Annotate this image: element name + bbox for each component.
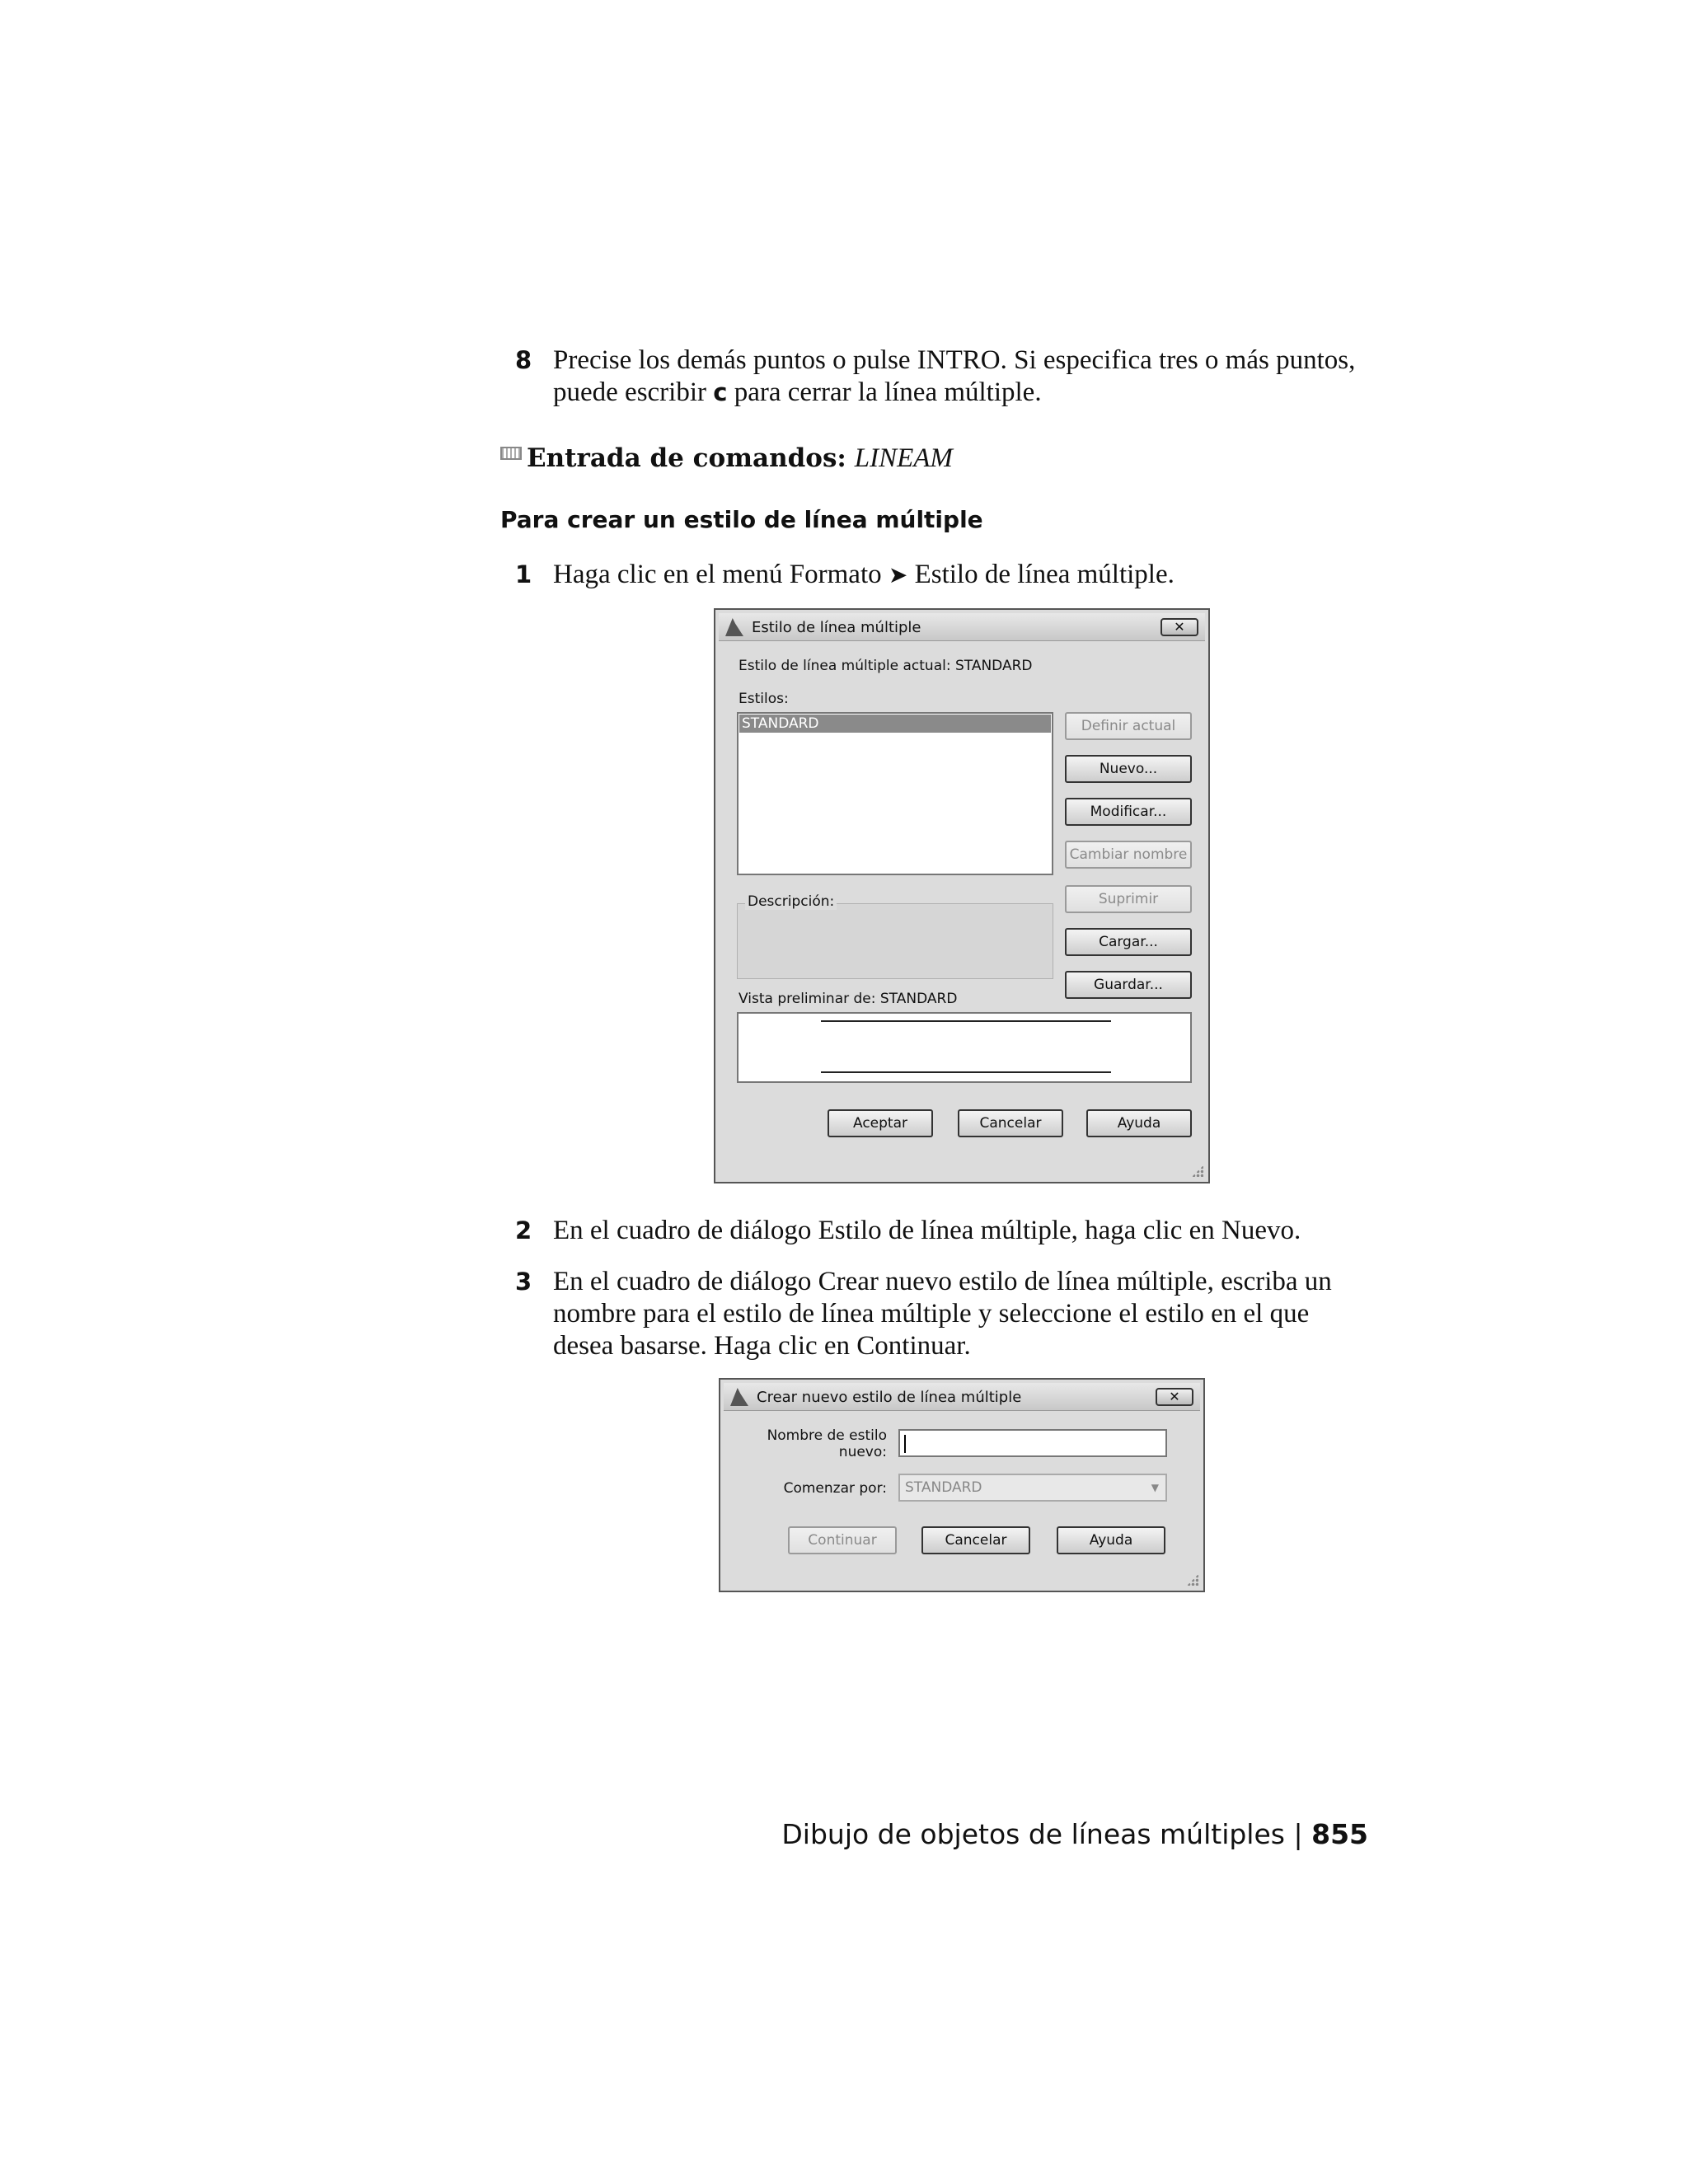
step-number: 3	[515, 1268, 532, 1296]
command-value: LINEAM	[854, 443, 953, 473]
mline-style-dialog	[714, 608, 1210, 1183]
step-1: 1 Haga clic en el menú Formato ➤ Estilo de línea múltiple.	[515, 560, 1175, 589]
set-current-button[interactable]: Definir actual	[1065, 712, 1192, 740]
step-3: 3 En el cuadro de diálogo Crear nuevo estilo de línea múltiple, escriba un nombre para el estilo de línea múltiple y seleccione el estilo en el que desea basarse. Haga clic en Continuar.	[515, 1267, 1332, 1361]
close-button[interactable]: ✕	[1160, 618, 1198, 636]
delete-button[interactable]: Suprimir	[1065, 885, 1192, 913]
styles-list-item[interactable]: STANDARD	[739, 715, 1051, 733]
start-with-select[interactable]: STANDARD ▼	[898, 1474, 1167, 1502]
styles-list[interactable]	[737, 712, 1053, 875]
current-style-label: Estilo de línea múltiple actual: STANDARD	[738, 658, 1033, 674]
styles-label: Estilos:	[738, 691, 789, 707]
new-button[interactable]: Nuevo...	[1065, 755, 1192, 783]
save-button[interactable]: Guardar...	[1065, 971, 1192, 999]
style-name-label: Nombre de estilo nuevo:	[767, 1427, 887, 1460]
ok-button[interactable]: Aceptar	[828, 1109, 933, 1137]
description-box	[737, 903, 1053, 979]
start-with-label: Comenzar por:	[783, 1480, 887, 1497]
chevron-down-icon: ▼	[1151, 1482, 1159, 1493]
menu-arrow-icon: ➤	[888, 561, 908, 588]
page-footer	[781, 1818, 1368, 1850]
dialog-titlebar	[719, 613, 1205, 641]
step-number: 2	[515, 1216, 532, 1244]
command-entry	[500, 443, 953, 474]
preview-label: Vista preliminar de: STANDARD	[738, 991, 958, 1007]
text-cursor	[904, 1435, 906, 1453]
style-name-input[interactable]	[898, 1429, 1167, 1457]
step-2: 2 En el cuadro de diálogo Estilo de línea múltiple, haga clic en Nuevo.	[515, 1216, 1301, 1245]
app-icon	[730, 1388, 748, 1406]
cancel-button[interactable]: Cancelar	[921, 1526, 1030, 1554]
step-8	[515, 344, 1381, 409]
preview-line-bottom	[821, 1071, 1111, 1073]
create-mline-style-dialog	[719, 1378, 1205, 1592]
help-button[interactable]: Ayuda	[1086, 1109, 1192, 1137]
keyboard-icon	[500, 447, 522, 460]
resize-grip[interactable]	[1192, 1165, 1203, 1177]
command-label: Entrada de comandos:	[527, 443, 846, 473]
footer-title: Dibujo de objetos de líneas múltiples	[781, 1818, 1285, 1850]
rename-button[interactable]: Cambiar nombre	[1065, 841, 1192, 869]
step-number: 8	[515, 346, 532, 374]
preview-box	[737, 1012, 1192, 1083]
load-button[interactable]: Cargar...	[1065, 928, 1192, 956]
continue-button[interactable]: Continuar	[788, 1526, 897, 1554]
dialog-title: Estilo de línea múltiple	[752, 619, 921, 636]
modify-button[interactable]: Modificar...	[1065, 798, 1192, 826]
dialog-title: Crear nuevo estilo de línea múltiple	[757, 1389, 1022, 1406]
page-number: 855	[1311, 1818, 1368, 1850]
description-label: Descripción:	[745, 893, 837, 910]
resize-grip[interactable]	[1187, 1574, 1198, 1586]
close-button[interactable]: ✕	[1156, 1388, 1193, 1406]
help-button[interactable]: Ayuda	[1057, 1526, 1165, 1554]
preview-line-top	[821, 1020, 1111, 1022]
footer-separator: |	[1293, 1818, 1303, 1850]
section-heading: Para crear un estilo de línea múltiple	[500, 506, 983, 533]
dialog-titlebar	[724, 1383, 1200, 1411]
app-icon	[725, 618, 743, 636]
step-text: Precise los demás puntos o pulse INTRO. Si especifica tres o más puntos, puede escribir c para cerrar la línea múltiple.	[553, 345, 1356, 407]
cancel-button[interactable]: Cancelar	[958, 1109, 1063, 1137]
step-number: 1	[515, 560, 532, 588]
